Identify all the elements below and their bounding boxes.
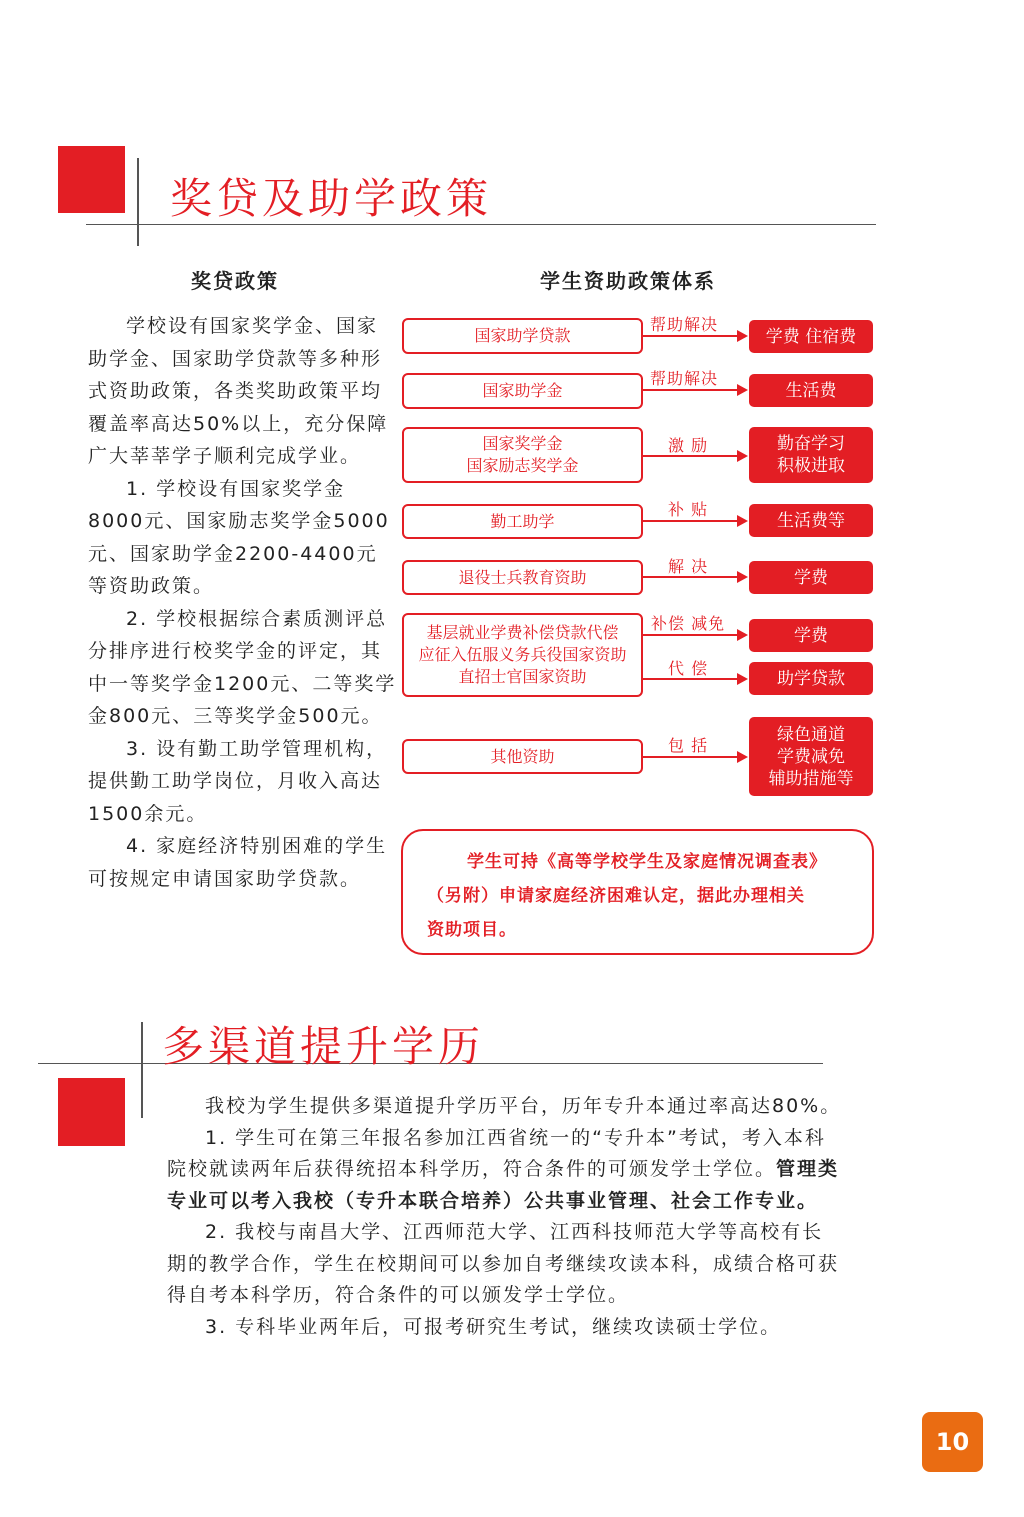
diagram-source-label: 国家助学贷款 <box>474 326 571 345</box>
diagram-action-label: 帮助解决 <box>650 369 719 388</box>
section1-paragraph: 4. 家庭经济特别困难的学生可按规定申请国家助学贷款。 <box>88 835 388 890</box>
section2-paragraph: 我校为学生提供多渠道提升学历平台，历年专升本通过率高达80%。 <box>205 1095 842 1117</box>
section2-paragraph-bold: 管理类专业可以考入我校（专升本联合培养）公共事业管理、社会工作专业。 <box>167 1158 840 1212</box>
diagram-source-label: 其他资助 <box>490 746 555 766</box>
section1-paragraph: 学校设有国家奖学金、国家助学金、国家助学贷款等多种形式资助政策，各类奖助政策平均覆盖率高达50%以上，充分保障广大莘莘学子顺利完成学业。 <box>88 315 389 467</box>
diagram-arrow-head <box>737 450 748 462</box>
diagram-arrow-head <box>737 330 748 342</box>
diagram-source-label: 应征入伍服义务兵役国家资助 <box>418 645 627 664</box>
section1-title: 奖贷及助学政策 <box>170 174 493 223</box>
page-number-badge: 10 <box>922 1412 983 1472</box>
section1-paragraph: 2. 学校根据综合素质测评总分排序进行校奖学金的评定，其中一等奖学金1200元、二等奖学金800元、三等奖学金500元。 <box>88 607 397 727</box>
diagram-action-label: 帮助解决 <box>650 315 719 334</box>
diagram-arrow-head <box>737 673 748 685</box>
diagram-action-label: 补偿 减免 <box>651 614 726 633</box>
section2-title: 多渠道提升学历 <box>162 1022 485 1071</box>
diagram-target-label: 辅助措施等 <box>768 768 854 789</box>
diagram-arrow-line <box>643 389 739 391</box>
diagram-arrow-head <box>737 571 748 583</box>
diagram-source-label: 国家助学金 <box>482 381 563 400</box>
diagram-target-label: 学费减免 <box>777 746 845 767</box>
section2-paragraph: 3. 专科毕业两年后，可报考研究生考试，继续攻读硕士学位。 <box>205 1315 782 1338</box>
diagram-source-box <box>402 427 643 483</box>
diagram-target-label: 勤奋学习 <box>777 434 845 454</box>
section2-paragraph: 2. 我校与南昌大学、江西师范大学、江西科技师范大学等高校有长期的教学合作，学生在校期间可以参加自考继续攻读本科，成绩合格可获得自考本科学历，符合条件的可以颁发学士学位。 <box>167 1221 840 1306</box>
section1-paragraph: 3. 设有勤工助学管理机构，提供勤工助学岗位，月收入高达1500余元。 <box>88 737 388 825</box>
diagram-target-box: 学费 <box>749 619 873 652</box>
diagram-target-box: 生活费等 <box>749 504 873 537</box>
diagram-target-box <box>749 717 873 796</box>
diagram-source-box <box>402 560 643 595</box>
diagram-target-box: 助学贷款 <box>749 662 873 695</box>
diagram-action-label: 激 励 <box>668 436 709 455</box>
section2-paragraph <box>167 1123 842 1218</box>
diagram-source-box <box>402 504 643 539</box>
diagram-source-label: 基层就业学费补偿贷款代偿 <box>426 623 619 642</box>
diagram-arrow-line <box>643 335 739 337</box>
diagram-action-label: 代 偿 <box>668 659 709 678</box>
note-line: 学生可持《高等学校学生及家庭情况调查表》 <box>467 852 827 872</box>
section1-red-square <box>58 146 125 213</box>
diagram-target-box: 学费 <box>749 561 873 594</box>
diagram-source-label: 退役士兵教育资助 <box>458 567 587 587</box>
section2-paragraph-text: 1. 学生可在第三年报名参加江西省统一的“专升本”考试，考入本科院校就读两年后获得统招本科学历，符合条件的可颁发学士学位。 <box>167 1126 826 1180</box>
diagram-source-label: 勤工助学 <box>490 511 555 531</box>
section2-body <box>167 1091 842 1343</box>
diagram-target-box: 学费 住宿费 <box>749 320 873 353</box>
right-heading: 学生资助政策体系 <box>540 269 716 293</box>
note-line: 资助项目。 <box>427 920 517 940</box>
diagram-source-box <box>402 373 643 409</box>
diagram-target-box: 生活费 <box>749 374 873 407</box>
diagram-source-box <box>402 613 643 697</box>
note-line: （另附）申请家庭经济困难认定，据此办理相关 <box>427 886 805 906</box>
diagram-arrow-line <box>643 455 739 457</box>
diagram-action-label: 解 决 <box>668 557 709 576</box>
diagram-source-label: 直招士官国家资助 <box>458 667 587 686</box>
diagram-arrow-head <box>737 515 748 527</box>
diagram-arrow-head <box>737 751 748 763</box>
diagram-arrow-line <box>643 520 739 522</box>
diagram-source-box <box>402 318 643 354</box>
diagram-arrow-line <box>643 576 739 578</box>
diagram-target-box <box>749 427 873 483</box>
diagram-source-label: 国家奖学金 <box>482 434 563 453</box>
diagram-target-label: 绿色通道 <box>777 724 845 745</box>
diagram-arrow-line <box>643 678 739 680</box>
diagram-arrow-line <box>643 756 739 758</box>
section1-vertical-rule <box>137 158 139 246</box>
section2-red-square <box>58 1078 125 1146</box>
diagram-action-label: 包 括 <box>668 736 709 755</box>
diagram-source-box <box>402 739 643 774</box>
section2-vertical-rule <box>141 1022 143 1118</box>
diagram-arrow-head <box>737 384 748 396</box>
diagram-note-box <box>401 829 874 955</box>
diagram-target-label: 积极进取 <box>777 456 845 476</box>
diagram-source-label: 国家励志奖学金 <box>466 456 579 475</box>
diagram-arrow-head <box>737 629 748 641</box>
diagram-action-label: 补 贴 <box>668 500 709 519</box>
left-heading: 奖贷政策 <box>191 269 279 293</box>
section1-body <box>88 310 398 895</box>
section1-paragraph: 1. 学校设有国家奖学金8000元、国家励志奖学金5000元、国家助学金2200-4400元等资助政策。 <box>88 477 390 597</box>
diagram-arrow-line <box>643 634 739 636</box>
